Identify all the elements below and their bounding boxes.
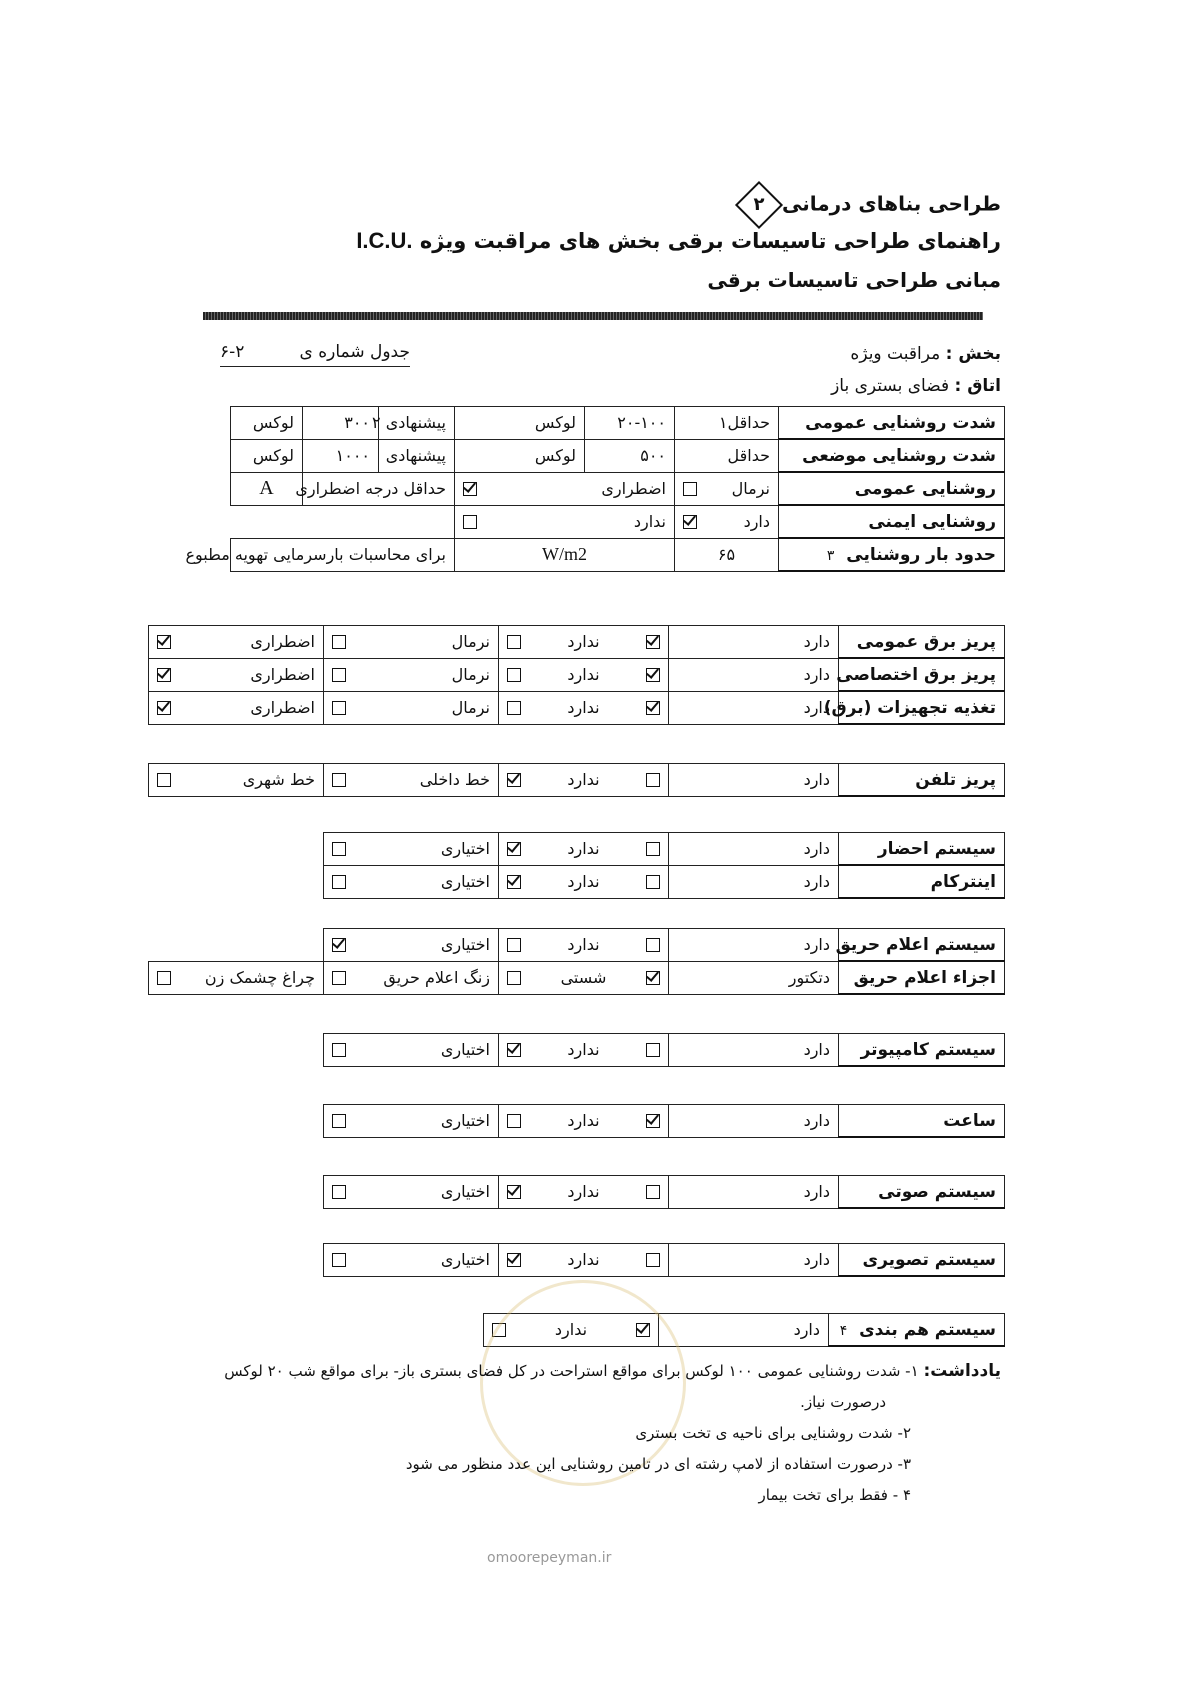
optional-checkbox[interactable] xyxy=(332,1253,346,1267)
clock-table xyxy=(323,1104,1005,1138)
no-cell xyxy=(499,929,669,962)
watermark-text: omoorepeyman.ir xyxy=(487,1550,612,1566)
emergency-cell xyxy=(149,691,324,724)
table-number-value: ۶-۲ xyxy=(220,342,245,362)
internal-line-label: خط داخلی xyxy=(419,770,490,790)
no-cell xyxy=(455,505,675,538)
load-unit: W/m2 xyxy=(455,538,675,571)
table-row xyxy=(324,1176,1005,1209)
section-label: بخش : xyxy=(945,344,1001,364)
no-label: ندارد xyxy=(567,770,600,790)
table-row xyxy=(324,1105,1005,1138)
no-cell xyxy=(499,865,669,898)
min-grade-label: حداقل درجه اضطراری xyxy=(303,472,455,505)
table-row xyxy=(149,961,1005,994)
yes-cell xyxy=(669,1105,839,1138)
table-row xyxy=(231,439,1005,472)
min-label: حداقل۱ xyxy=(675,407,779,440)
volume-number: ۲ xyxy=(753,194,765,215)
table-row xyxy=(324,1244,1005,1277)
recommended-label: پیشنهادی xyxy=(379,439,455,472)
table-row xyxy=(231,407,1005,440)
no-checkbox[interactable] xyxy=(507,842,521,856)
no-label: ندارد xyxy=(633,512,666,531)
power-table xyxy=(148,625,1005,725)
footnote-ref: ۴ xyxy=(839,1322,848,1339)
optional-cell xyxy=(324,865,499,898)
lighting-load-label: حدود بار روشنایی xyxy=(846,544,996,565)
no-checkbox[interactable] xyxy=(507,668,521,682)
table-number-line xyxy=(220,342,410,367)
volume-badge xyxy=(735,181,783,229)
normal-label: نرمال xyxy=(451,698,490,717)
note-3: ۳- درصورت استفاده از لامپ رشته ای در تامین روشنایی این عدد منظور می شود xyxy=(405,1455,911,1473)
yes-checkbox[interactable] xyxy=(646,635,660,649)
emergency-checkbox[interactable] xyxy=(157,635,171,649)
emergency-checkbox[interactable] xyxy=(463,482,477,496)
load-note: برای محاسبات بارسرمایی تهویه مطبوع xyxy=(231,538,455,571)
normal-checkbox[interactable] xyxy=(332,635,346,649)
table-row xyxy=(149,691,1005,724)
no-label: ندارد xyxy=(567,1182,600,1202)
recommended-value: ۱۰۰۰ xyxy=(303,439,379,472)
yes-checkbox[interactable] xyxy=(646,773,660,787)
emergency-cell xyxy=(455,472,675,505)
note-1-continued: درصورت نیاز. xyxy=(800,1393,886,1411)
flasher-label: چراغ چشمک زن xyxy=(204,968,315,987)
emergency-label: اضطراری xyxy=(601,479,666,498)
optional-cell xyxy=(324,1176,499,1209)
audio-table xyxy=(323,1175,1005,1209)
icu-code: I.C.U. xyxy=(356,228,413,253)
yes-checkbox[interactable] xyxy=(646,938,660,952)
normal-cell xyxy=(324,626,499,659)
normal-cell xyxy=(324,658,499,691)
room-label: اتاق : xyxy=(954,376,1001,396)
no-label: ندارد xyxy=(567,632,600,652)
no-label: ندارد xyxy=(567,872,600,891)
yes-cell xyxy=(669,626,839,659)
normal-checkbox[interactable] xyxy=(332,668,346,682)
row-local-lighting-intensity: شدت روشنایی موضعی xyxy=(779,439,1005,472)
no-checkbox[interactable] xyxy=(507,1185,521,1199)
yes-cell xyxy=(669,1176,839,1209)
optional-checkbox[interactable] xyxy=(332,842,346,856)
yes-label: دارد xyxy=(803,665,830,684)
yes-cell xyxy=(669,1034,839,1067)
optional-checkbox[interactable] xyxy=(332,1043,346,1057)
emergency-checkbox[interactable] xyxy=(157,701,171,715)
call-table xyxy=(323,832,1005,899)
city-cell xyxy=(149,764,324,797)
emergency-cell xyxy=(149,626,324,659)
bonding-label: سیستم هم بندی xyxy=(859,1319,996,1340)
optional-label: اختیاری xyxy=(440,872,490,891)
optional-cell xyxy=(324,1105,499,1138)
optional-label: اختیاری xyxy=(440,1111,490,1131)
no-label: ندارد xyxy=(567,665,600,684)
table-row xyxy=(149,929,1005,962)
internal-cell xyxy=(324,764,499,797)
grade-value: A xyxy=(231,472,303,505)
optional-checkbox[interactable] xyxy=(332,1185,346,1199)
yes-checkbox[interactable] xyxy=(646,1185,660,1199)
optional-checkbox[interactable] xyxy=(332,1114,346,1128)
empty-cell xyxy=(149,929,324,962)
normal-checkbox[interactable] xyxy=(683,482,697,496)
emergency-checkbox[interactable] xyxy=(157,668,171,682)
empty-cell xyxy=(231,505,455,538)
computer-table xyxy=(323,1033,1005,1067)
bell-checkbox[interactable] xyxy=(332,971,346,985)
no-checkbox[interactable] xyxy=(507,938,521,952)
emergency-label: اضطراری xyxy=(250,698,315,717)
yes-label: دارد xyxy=(803,1182,830,1202)
table-row xyxy=(231,538,1005,571)
no-label: ندارد xyxy=(567,1040,600,1060)
recommended-value: ۳۰۰ xyxy=(303,407,379,440)
guide-title-text: راهنمای طراحی تاسیسات برقی بخش های مراقبت ویژه xyxy=(419,229,1001,253)
optional-label: اختیاری xyxy=(440,1182,490,1202)
yes-label: دارد xyxy=(803,632,830,652)
yes-checkbox[interactable] xyxy=(646,842,660,856)
detector-cell xyxy=(669,961,839,994)
unit: لوکس xyxy=(231,407,303,440)
note-4: ۴ - فقط برای تخت بیمار xyxy=(758,1486,911,1504)
row-dedicated-outlet: پریز برق اختصاصی xyxy=(839,658,1005,691)
row-audio-system: سیستم صوتی xyxy=(839,1176,1005,1209)
yes-label: دارد xyxy=(803,935,830,955)
normal-label: نرمال xyxy=(451,632,490,652)
normal-checkbox[interactable] xyxy=(332,701,346,715)
no-cell xyxy=(499,1244,669,1277)
table-number-label: جدول شماره ی xyxy=(299,342,410,362)
yes-checkbox[interactable] xyxy=(646,668,660,682)
row-fire-alarm-system: سیستم اعلام حریق xyxy=(839,929,1005,962)
no-cell xyxy=(499,1105,669,1138)
emergency-label: اضطراری xyxy=(250,632,315,652)
no-checkbox[interactable] xyxy=(507,1043,521,1057)
yes-checkbox[interactable] xyxy=(646,1253,660,1267)
no-label: ندارد xyxy=(567,1250,600,1270)
chapter-title: مبانی طراحی تاسیسات برقی xyxy=(707,268,1001,292)
unit: لوکس xyxy=(455,439,585,472)
normal-cell xyxy=(675,472,779,505)
row-general-outlet: پریز برق عمومی xyxy=(839,626,1005,659)
table-row xyxy=(149,658,1005,691)
row-nurse-call: سیستم احضار xyxy=(839,833,1005,866)
normal-cell xyxy=(324,691,499,724)
no-cell xyxy=(499,1034,669,1067)
yes-checkbox[interactable] xyxy=(646,701,660,715)
yes-label: دارد xyxy=(803,1111,830,1131)
row-phone-outlet: پریز تلفن xyxy=(839,764,1005,797)
section-line xyxy=(850,344,1001,364)
footnote-ref: ۳ xyxy=(826,547,835,564)
no-label: ندارد xyxy=(567,935,600,955)
row-clock: ساعت xyxy=(839,1105,1005,1138)
no-checkbox[interactable] xyxy=(507,773,521,787)
no-cell xyxy=(499,1176,669,1209)
yes-label: دارد xyxy=(803,770,830,790)
row-safety-lighting: روشنایی ایمنی xyxy=(779,505,1005,538)
flasher-cell xyxy=(149,961,324,994)
no-label: ندارد xyxy=(567,698,600,717)
optional-label: اختیاری xyxy=(440,839,490,859)
min-value: ۵۰۰ xyxy=(585,439,675,472)
row-intercom: اینترکام xyxy=(839,865,1005,898)
yes-cell xyxy=(659,1314,829,1347)
yes-cell xyxy=(669,833,839,866)
min-value: ۲۰-۱۰۰ xyxy=(585,407,675,440)
normal-label: نرمال xyxy=(451,665,490,684)
yes-label: دارد xyxy=(743,512,770,531)
notes xyxy=(131,1356,1001,1511)
row-general-lighting-intensity: شدت روشنایی عمومی xyxy=(779,407,1005,440)
table-row xyxy=(324,865,1005,898)
optional-cell xyxy=(324,929,499,962)
yes-checkbox[interactable] xyxy=(646,1043,660,1057)
table-row xyxy=(231,505,1005,538)
yes-checkbox[interactable] xyxy=(646,1114,660,1128)
no-checkbox[interactable] xyxy=(507,635,521,649)
row-equipotential-bonding xyxy=(829,1314,1005,1347)
detector-checkbox[interactable] xyxy=(646,971,660,985)
no-checkbox[interactable] xyxy=(463,515,477,529)
row-fire-alarm-parts: اجزاء اعلام حریق xyxy=(839,961,1005,994)
normal-label: نرمال xyxy=(731,479,770,498)
yes-checkbox[interactable] xyxy=(683,515,697,529)
yes-label: دارد xyxy=(803,1040,830,1060)
no-cell xyxy=(499,764,669,797)
optional-cell xyxy=(324,1244,499,1277)
yes-label: دارد xyxy=(803,698,830,717)
unit: لوکس xyxy=(455,407,585,440)
row-computer-system: سیستم کامپیوتر xyxy=(839,1034,1005,1067)
room-value: فضای بستری باز xyxy=(831,376,950,396)
emergency-label: اضطراری xyxy=(250,665,315,684)
emergency-cell xyxy=(149,658,324,691)
room-line xyxy=(831,376,1001,396)
no-checkbox[interactable] xyxy=(507,1253,521,1267)
no-label: ندارد xyxy=(554,1320,588,1340)
no-cell xyxy=(499,833,669,866)
no-checkbox[interactable] xyxy=(507,701,521,715)
table-row xyxy=(149,764,1005,797)
row-video-system: سیستم تصویری xyxy=(839,1244,1005,1277)
pushbutton-label: شستی xyxy=(560,968,607,987)
bell-cell xyxy=(324,961,499,994)
fire-table xyxy=(148,928,1005,995)
table-row xyxy=(149,626,1005,659)
min-label: حداقل xyxy=(675,439,779,472)
yes-label: دارد xyxy=(803,1250,830,1270)
yes-cell xyxy=(669,691,839,724)
table-row xyxy=(231,472,1005,505)
yes-cell xyxy=(669,929,839,962)
yes-label: دارد xyxy=(803,872,830,891)
video-table xyxy=(323,1243,1005,1277)
table-row xyxy=(324,1034,1005,1067)
row-general-lighting: روشنایی عمومی xyxy=(779,472,1005,505)
optional-checkbox[interactable] xyxy=(332,875,346,889)
optional-label: اختیاری xyxy=(440,1250,490,1270)
detector-label: دتکتور xyxy=(788,968,830,987)
phone-table xyxy=(148,763,1005,797)
internal-line-checkbox[interactable] xyxy=(332,773,346,787)
section-value: مراقبت ویژه xyxy=(850,344,941,364)
optional-checkbox[interactable] xyxy=(332,938,346,952)
pushbutton-checkbox[interactable] xyxy=(507,971,521,985)
yes-cell xyxy=(669,764,839,797)
optional-label: اختیاری xyxy=(440,1040,490,1060)
no-label: ندارد xyxy=(567,1111,600,1131)
yes-cell xyxy=(669,658,839,691)
pushbutton-cell xyxy=(499,961,669,994)
yes-checkbox[interactable] xyxy=(646,875,660,889)
no-cell xyxy=(499,691,669,724)
no-checkbox[interactable] xyxy=(507,875,521,889)
row-equipment-supply: تغذیه تجهیزات (برق) xyxy=(839,691,1005,724)
optional-cell xyxy=(324,833,499,866)
note-1-text: ۱- شدت روشنایی عمومی ۱۰۰ لوکس برای مواقع استراحت در کل فضای بستری باز- برای مواقع شب ۲۰ لوکس xyxy=(224,1362,919,1380)
yes-label: دارد xyxy=(803,839,830,859)
no-label: ندارد xyxy=(567,839,600,859)
bell-label: زنگ اعلام حریق xyxy=(383,968,490,987)
book-title xyxy=(736,188,1001,222)
table-row xyxy=(324,833,1005,866)
lighting-table xyxy=(185,406,1005,572)
row-lighting-load xyxy=(779,538,1005,571)
guide-title xyxy=(356,228,1001,254)
no-cell xyxy=(499,626,669,659)
yes-cell xyxy=(675,505,779,538)
unit: لوکس xyxy=(231,439,303,472)
city-line-checkbox[interactable] xyxy=(157,773,171,787)
yes-cell xyxy=(669,865,839,898)
yes-cell xyxy=(669,1244,839,1277)
no-checkbox[interactable] xyxy=(507,1114,521,1128)
city-line-label: خط شهری xyxy=(242,770,315,790)
notes-title: یادداشت: xyxy=(923,1361,1001,1381)
book-title-text: طراحی بناهای درمانی xyxy=(781,191,1001,216)
recommended-label: پیشنهادی ۲ xyxy=(379,407,455,440)
no-cell xyxy=(499,658,669,691)
header-divider xyxy=(203,312,983,320)
load-value: ۶۵ xyxy=(675,538,779,571)
optional-label: اختیاری xyxy=(440,935,490,955)
yes-label: دارد xyxy=(793,1320,820,1340)
flasher-checkbox[interactable] xyxy=(157,971,171,985)
note-2: ۲- شدت روشنایی برای ناحیه ی تخت بستری xyxy=(635,1424,911,1442)
optional-cell xyxy=(324,1034,499,1067)
note-1 xyxy=(131,1356,1001,1387)
